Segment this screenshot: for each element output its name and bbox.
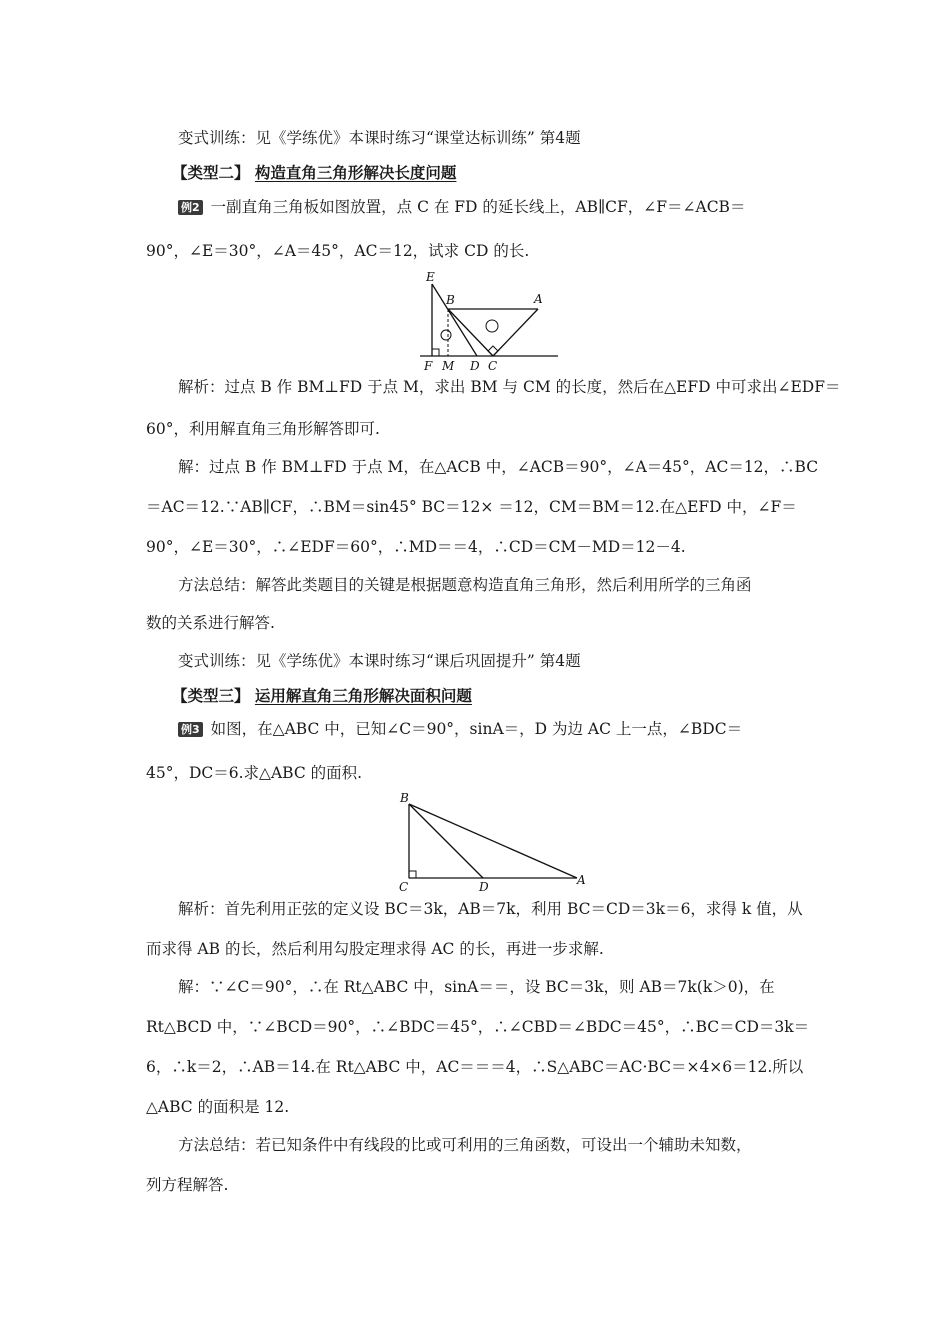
summary-3-line-1: 方法总结：若已知条件中有线段的比或可利用的三角函数，可设出一个辅助未知数， [178,1136,752,1154]
analysis-2-line-2: 60°，利用解直角三角形解答即可. [146,420,380,438]
example-3-line-1 [178,718,838,740]
summary-2-line-2: 数的关系进行解答. [146,614,275,632]
solution-2-line-1: 解：过点 B 作 BM⊥FD 于点 M，在△ACB 中，∠ACB＝90°，∠A＝45°，AC＝12，∴BC [178,458,819,476]
label-d: D [470,359,480,373]
right-angle-c [488,346,498,356]
variant-training-1: 变式训练：见《学练优》本课时练习“课堂达标训练” 第4题 [178,129,581,147]
label-m: M [442,359,455,373]
solution-3-line-4: △ABC 的面积是 12. [146,1098,290,1116]
type-two-bracket: 【类型二】 [172,163,250,182]
label-a: A [577,873,586,887]
example-3-line-2: 45°，DC＝6.求△ABC 的面积. [146,764,363,782]
analysis-3-line-1: 解析：首先利用正弦的定义设 BC＝3k，AB＝7k，利用 BC＝CD＝3k＝6，求得 k 值，从 [178,900,803,918]
label-f: F [424,359,433,373]
example-2-line-2: 90°，∠E＝30°，∠A＝45°，AC＝12，试求 CD 的长. [146,242,530,260]
example-3-tag: 例3 [178,722,203,737]
solution-2-line-2: ＝AC＝12.∵AB∥CF，∴BM＝sin45° BC＝12× ＝12，CM＝BM＝12.在△EFD 中，∠F＝ [146,498,797,516]
figure-right-triangle-abc [395,790,595,894]
label-c: C [488,359,498,373]
solution-3-line-1: 解：∵∠C＝90°，∴在 Rt△ABC 中，sinA＝＝，设 BC＝3k，则 AB＝7k(k＞0)，在 [178,978,775,996]
type-two-heading [172,162,832,184]
board-hole-1 [441,330,451,340]
board-hole-2 [486,320,498,332]
solution-3-line-3: 6，∴k＝2，∴AB＝14.在 Rt△ABC 中，AC＝＝＝4，∴S△ABC＝AC·BC＝×4×6＝12.所以 [146,1058,804,1076]
example-3-text-1: 如图，在△ABC 中，已知∠C＝90°，sinA＝，D 为边 AC 上一点，∠BDC＝ [210,720,743,738]
solution-2-line-3: 90°，∠E＝30°，∴∠EDF＝60°，∴MD＝＝4，∴CD＝CM－MD＝12－4. [146,538,686,556]
analysis-2-line-1: 解析：过点 B 作 BM⊥FD 于点 M，求出 BM 与 CM 的长度，然后在△EFD 中可求出∠EDF＝ [178,378,841,396]
edge-bc [448,309,493,356]
type-two-title: 构造直角三角形解决长度问题 [254,163,457,182]
analysis-3-line-2: 而求得 AB 的长，然后利用勾股定理求得 AC 的长，再进一步求解. [146,940,604,958]
edge-bd [409,804,483,878]
example-2-text-1: 一副直角三角板如图放置，点 C 在 FD 的延长线上，AB∥CF，∠F＝∠ACB＝ [210,198,746,216]
example-2-tag: 例2 [178,200,203,215]
type-three-bracket: 【类型三】 [172,686,250,705]
label-e: E [426,270,435,284]
label-b: B [446,293,455,307]
example-2-line-1 [178,196,838,218]
label-b: B [400,791,409,805]
right-angle-f [432,349,439,356]
edge-ac [493,309,538,356]
label-a: A [534,292,543,306]
label-c: C [399,880,409,894]
variant-training-2: 变式训练：见《学练优》本课时练习“课后巩固提升” 第4题 [178,652,581,670]
figure-triangle-boards [420,268,570,374]
summary-3-line-2: 列方程解答. [146,1176,229,1194]
type-three-heading [172,685,832,707]
edge-ba [409,804,577,878]
solution-3-line-2: Rt△BCD 中，∵∠BCD＝90°，∴∠BDC＝45°，∴∠CBD＝∠BDC＝45°，∴BC＝CD＝3k＝ [146,1018,810,1036]
summary-2-line-1: 方法总结：解答此类题目的关键是根据题意构造直角三角形，然后利用所学的三角函 [178,576,752,594]
label-d: D [479,880,489,894]
right-angle-c [409,871,416,878]
type-three-title: 运用解直角三角形解决面积问题 [254,686,472,705]
